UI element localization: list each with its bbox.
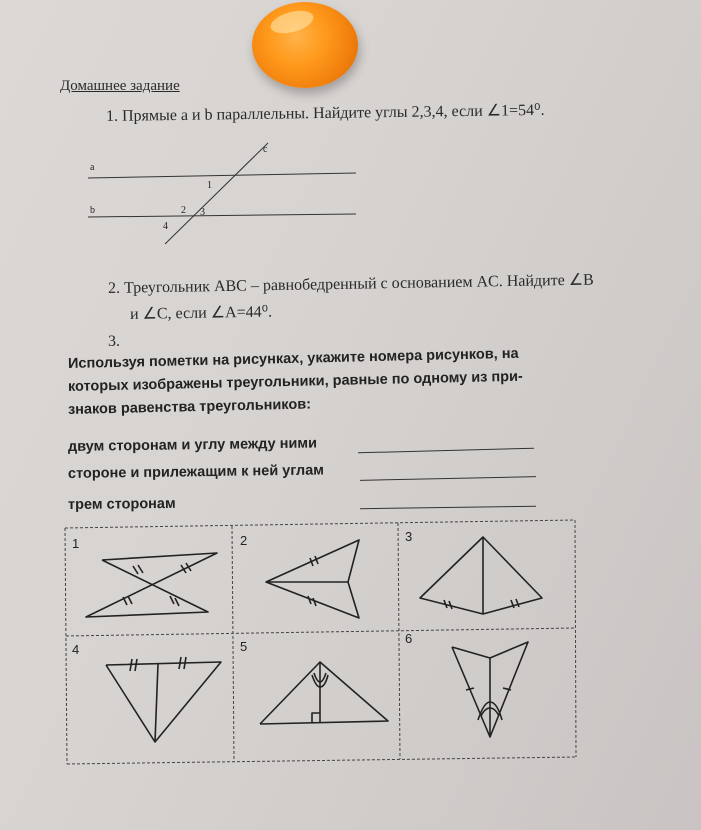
task3-number: 3. — [108, 333, 120, 350]
criterion-sss: трем сторонам — [67, 495, 176, 513]
page-title: Домашнее задание — [60, 78, 180, 94]
figure-6-kite — [452, 642, 528, 737]
figure-3-quadrilateral — [420, 537, 542, 614]
criterion-asa: стороне и прилежащим к ней углам — [67, 462, 325, 482]
figure-number-3: 3 — [405, 529, 413, 544]
parallel-lines-figure — [88, 143, 356, 244]
label-angle-1: 1 — [207, 180, 212, 191]
label-angle-3: 3 — [200, 207, 205, 218]
line-c-transversal — [165, 143, 268, 244]
task2-line2: и ∠C, если ∠A=44⁰. — [129, 303, 273, 323]
figure-number-5: 5 — [240, 639, 248, 654]
figure-number-1: 1 — [72, 536, 80, 551]
task1-text: 1. Прямые a и b параллельны. Найдите углы 2,3,4, если ∠1=54⁰. — [105, 101, 545, 125]
criterion-sas: двум сторонам и углу между ними — [67, 435, 318, 455]
figure-number-2: 2 — [240, 533, 248, 548]
task2-line1: 2. Треугольник ABC – равнобедренный с основанием AC. Найдите ∠B — [107, 271, 594, 297]
figure-number-4: 4 — [72, 642, 80, 657]
figure-2-kite — [266, 540, 359, 618]
line-a — [88, 173, 356, 178]
figure-5-triangle — [260, 662, 388, 724]
task3-intro-line1: Используя пометки на рисунках, укажите номера рисунков, на — [67, 345, 519, 372]
line-b — [88, 214, 356, 217]
figure-1-bowtie — [86, 553, 217, 617]
task3-intro-line2: которых изображены треугольники, равные по одному из при- — [67, 368, 523, 395]
task3-intro-line3: знаков равенства треугольников: — [67, 396, 312, 418]
figure-4-triangle — [106, 657, 221, 742]
label-a: a — [90, 162, 95, 173]
label-angle-4: 4 — [163, 221, 168, 232]
figure-number-6: 6 — [405, 631, 413, 646]
label-b: b — [90, 205, 95, 216]
label-c: c — [263, 144, 268, 155]
label-angle-2: 2 — [181, 205, 186, 216]
